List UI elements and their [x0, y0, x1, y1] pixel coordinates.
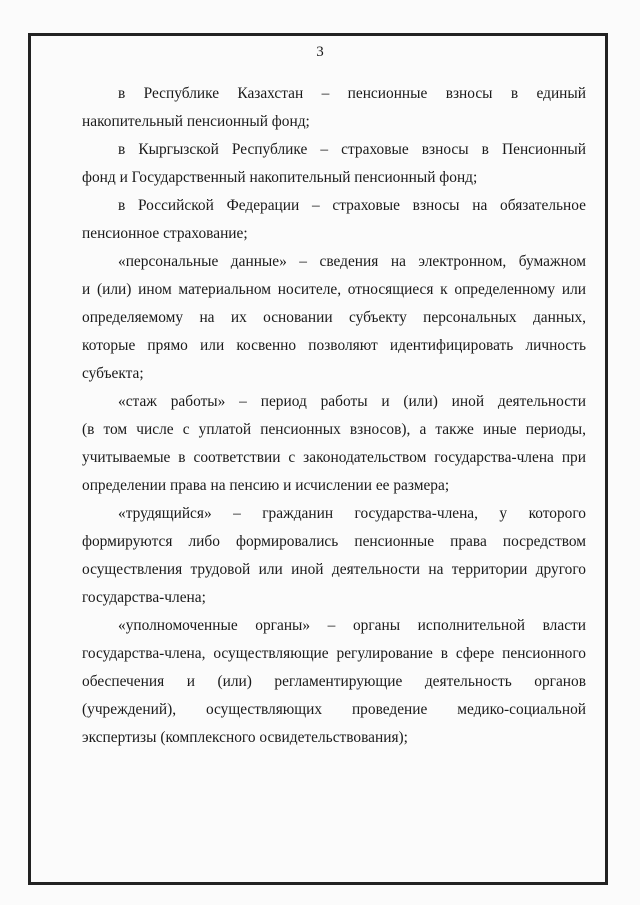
text-line: формируются либо формировались пенсионные права посредством: [82, 533, 586, 550]
text-line: «стаж работы» – период работы и (или) иной деятельности: [118, 393, 586, 410]
paragraph-kyrgyzstan: [82, 136, 586, 192]
text-line: определении права на пенсию и исчислении ее размера;: [82, 477, 450, 494]
text-line: которые прямо или косвенно позволяют идентифицировать личность: [82, 337, 586, 354]
text-line: субъекта;: [82, 365, 144, 382]
text-line: фонд и Государственный накопительный пенсионный фонд;: [82, 169, 478, 186]
text-line: в Кыргызской Республике – страховые взносы в Пенсионный: [118, 141, 586, 158]
text-line: и (или) ином материальном носителе, относящиеся к определенному или: [82, 281, 586, 298]
paragraph-russia: [82, 192, 586, 248]
text-line: государства-члена;: [82, 589, 206, 606]
text-line: в Республике Казахстан – пенсионные взносы в единый: [118, 85, 586, 102]
text-line: государства-члена, осуществляющие регулирование в сфере пенсионного: [82, 645, 586, 662]
text-line: экспертизы (комплексного освидетельствования);: [82, 729, 408, 746]
document-body: [82, 80, 586, 752]
text-line: учитываемые в соответствии с законодательством государства-члена при: [82, 449, 586, 466]
text-line: в Российской Федерации – страховые взносы на обязательное: [118, 197, 586, 214]
page-number: 3: [316, 44, 324, 60]
text-line: пенсионное страхование;: [82, 225, 248, 242]
paragraph-kazakhstan: [82, 80, 586, 136]
paragraph-personal-data: [82, 248, 586, 388]
text-line: «персональные данные» – сведения на электронном, бумажном: [118, 253, 586, 270]
text-line: «трудящийся» – гражданин государства-члена, у которого: [118, 505, 586, 522]
text-line: (в том числе с уплатой пенсионных взносов), а также иные периоды,: [82, 421, 586, 438]
text-line: осуществления трудовой или иной деятельности на территории другого: [82, 561, 586, 578]
text-line: определяемому на их основании субъекту персональных данных,: [82, 309, 586, 326]
paragraph-work-experience: [82, 388, 586, 500]
text-line: накопительный пенсионный фонд;: [82, 113, 310, 130]
text-line: обеспечения и (или) регламентирующие деятельность органов: [82, 673, 586, 690]
paragraph-authorized-bodies: [82, 612, 586, 752]
text-line: «уполномоченные органы» – органы исполнительной власти: [118, 617, 586, 634]
text-line: (учреждений), осуществляющих проведение медико-социальной: [82, 701, 586, 718]
paragraph-worker: [82, 500, 586, 612]
